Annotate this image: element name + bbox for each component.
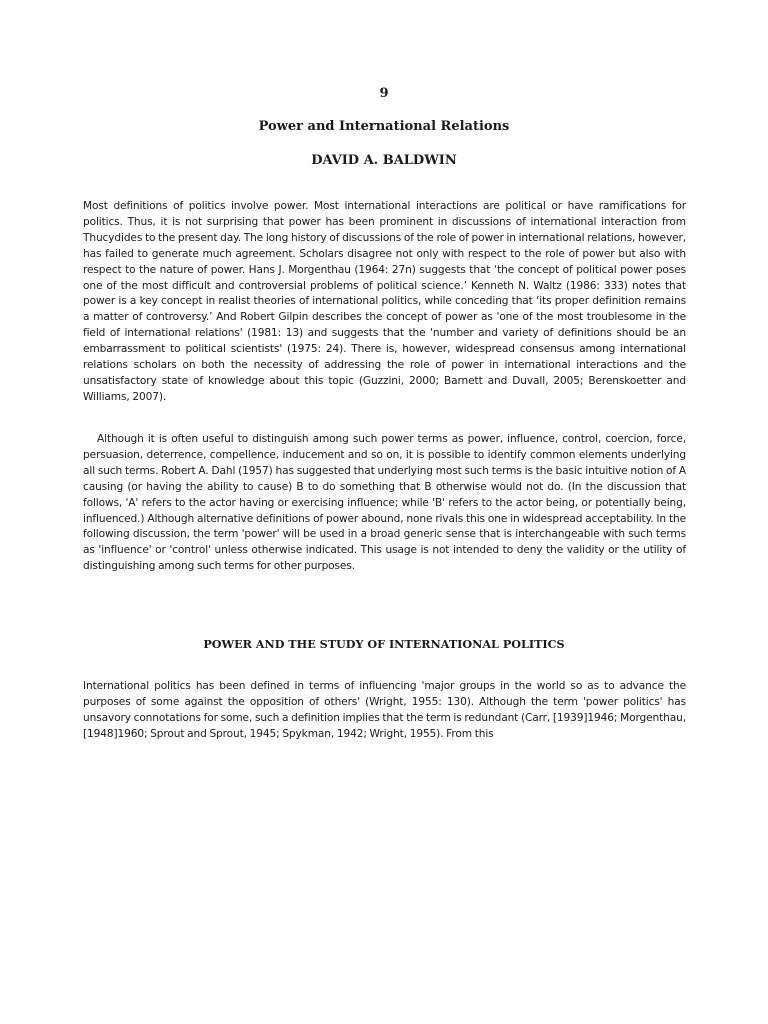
author-name: DAVID A. BALDWIN bbox=[311, 153, 457, 168]
section-heading: POWER AND THE STUDY OF INTERNATIONAL POLITICS bbox=[203, 637, 565, 651]
intro-paragraph-1: Most definitions of politics involve power. Most international interactions are political or have ramifications for politics. Thus, it is not surprising that power has been prominent in discussions of international interaction from Thucydides to the present day. The long history of discussions of the role of power in international relations, however, has failed to generate much agreement. Scholars disagree not only with respect to the role of power but also with respect to the nature of power. Hans J. Morgenthau (1964: 27n) suggests that ‘the concept of political power poses one of the most difficult and controversial problems of political science.’ Kenneth N. Waltz (1986: 333) notes that power is a key concept in realist theories of international politics, while conceding that ‘its proper definition remains a matter of controversy.’ And Robert Gilpin describes the concept of power as 'one of the most troublesome in the field of international relations' (1981: 13) and suggests that the 'number and variety of definitions should be an embarrassment to political scientists' (1975: 24). There is, however, widespread consensus among international relations scholars on both the necessity of addressing the role of power in international interactions and the unsatisfactory state of knowledge about this topic (Guzzini, 2000; Barnett and Duvall, 2005; Berenskoetter and Williams, 2007). bbox=[83, 200, 686, 403]
chapter-number: 9 bbox=[379, 86, 389, 101]
section-paragraph-1: International politics has been defined in terms of influencing 'major groups in the world so as to advance the purposes of some against the opposition of others' (Wright, 1955: 130). Although the term 'power politics' has unsavory connotations for some, such a definition implies that the term is redundant (Carr, [1939]1946; Morgenthau, [1948]1960; Sprout and Sprout, 1945; Spykman, 1942; Wright, 1955). From this bbox=[83, 680, 686, 740]
chapter-title: Power and International Relations bbox=[258, 119, 510, 134]
intro-paragraph-2: Although it is often useful to distinguish among such power terms as power, influence, control, coercion, force, persuasion, deterrence, compellence, inducement and so on, it is possible to identify common elements underlying all such terms. Robert A. Dahl (1957) has suggested that underlying most such terms is the basic intuitive notion of A causing (or having the ability to cause) B to do something that B otherwise would not do. (In the discussion that follows, 'A' refers to the actor having or exercising influence; while 'B' refers to the actor being, or potentially being, influenced.) Although alternative definitions of power abound, none rivals this one in widespread acceptability. In the following discussion, the term 'power' will be used in a broad generic sense that is interchangeable with such terms as 'influence' or 'control' unless otherwise indicated. This usage is not intended to deny the validity or the utility of distinguishing among such terms for other purposes. bbox=[83, 433, 686, 573]
